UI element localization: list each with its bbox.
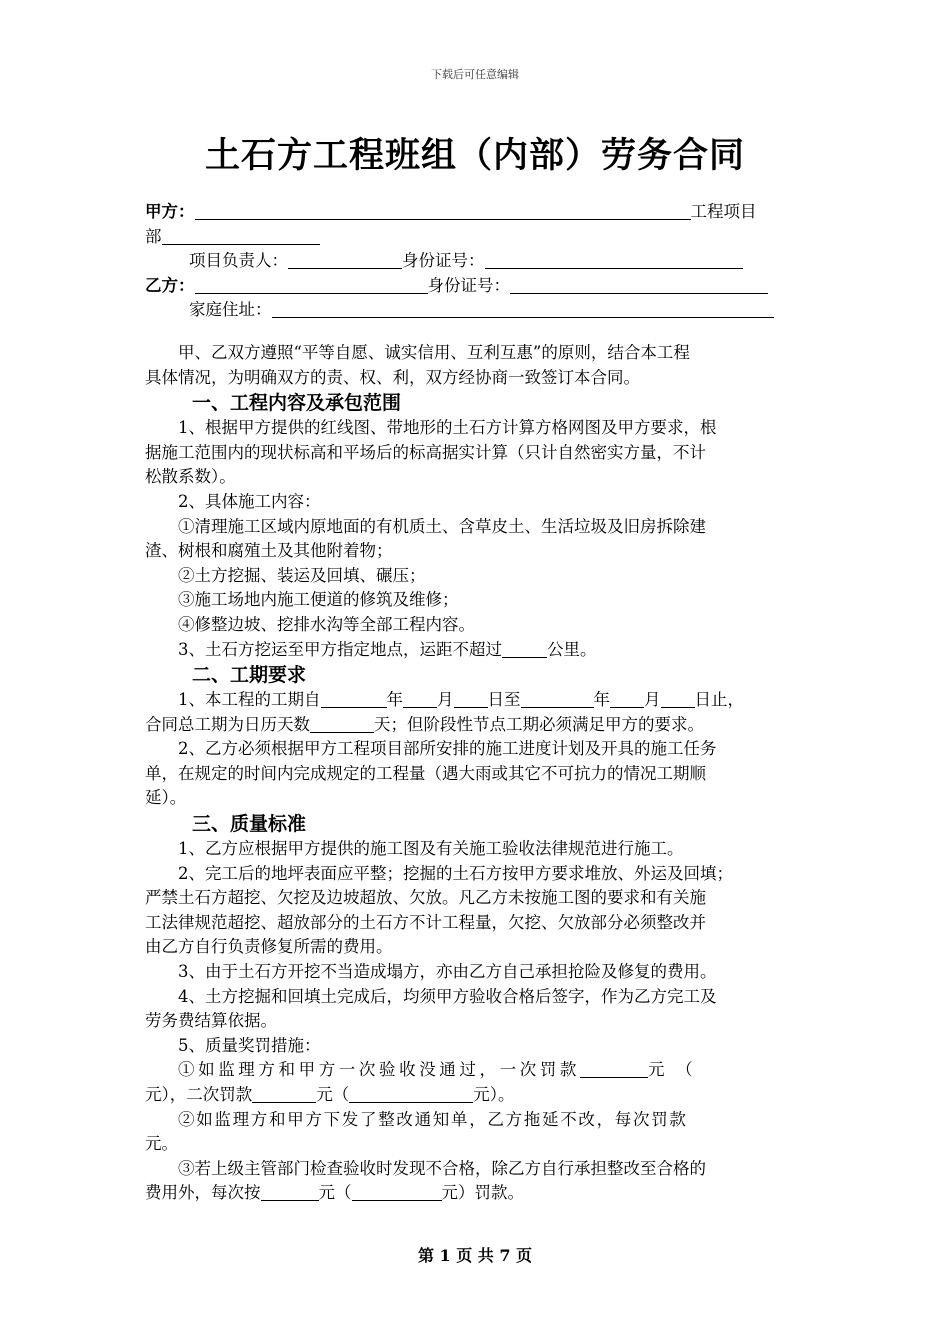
party-a-label: 甲方：: [145, 202, 195, 221]
address-line: [145, 298, 807, 323]
s1-p3: [145, 638, 807, 663]
s3-p5: 5、质量奖罚措施：: [178, 1035, 321, 1055]
manager-id-label: 身份证号：: [402, 251, 485, 271]
s1-item-3: ③施工场地内施工便道的修筑及维修；: [178, 590, 459, 610]
end-year-blank[interactable]: [521, 690, 594, 708]
r1-paren: （: [676, 1060, 697, 1080]
second-fine-words-blank[interactable]: [349, 1085, 473, 1103]
s3-p4-line-1: 4、土方挖掘和回填土完成后，均须甲方验收合格后签字，作为乙方完工及: [178, 986, 717, 1006]
s3-p1: 1、乙方应根据甲方提供的施工图及有关施工验收法律规范进行施工。: [178, 839, 684, 859]
s2-p2-line-2: 单，在规定的时间内完成规定的工程量（遇大雨或其它不可抗力的情况工期顺: [145, 763, 706, 783]
s3-p3: 3、由于土石方开挖不当造成塌方，亦由乙方自己承担抢险及修复的费用。: [178, 962, 717, 982]
r1-text: ①如监理方和甲方一次验收没通过，一次罚款: [178, 1060, 580, 1080]
s3-p2-line-3: 工法律规范超挖、超放部分的土石方不计工程量，欠挖、欠放部分必须整改并: [145, 912, 706, 932]
s3-p4-line-2: 劳务费结算依据。: [145, 1011, 277, 1031]
r1-second-label: 元），二次罚款: [145, 1085, 253, 1104]
start-day-blank[interactable]: [454, 690, 488, 708]
end-month-label: 月: [644, 690, 661, 710]
total-days-blank[interactable]: [310, 715, 374, 733]
r1-second-yuan: 元（: [316, 1085, 350, 1104]
s1-p1-line-1: 1、根据甲方提供的红线图、带地形的土石方计算方格网图及甲方要求，根: [178, 418, 717, 438]
s3-p2-line-1: 2、完工后的地坪表面应平整；挖掘的土石方按甲方要求堆放、外运及回填；: [178, 863, 733, 883]
manager-line: [145, 249, 807, 274]
start-month-blank[interactable]: [403, 690, 437, 708]
s1-item-4: ④修整边坡、挖排水沟等全部工程内容。: [178, 614, 475, 634]
party-b-line: [145, 274, 807, 299]
r3-fine-blank[interactable]: [261, 1183, 319, 1201]
r3-label: 费用外，每次按: [145, 1183, 261, 1203]
r1-second-tail: 元）。: [473, 1085, 515, 1104]
project-dept-label: 工程项目: [690, 202, 757, 221]
s1-item-1-line-2: 渣、树根和腐殖土及其他附着物；: [145, 541, 393, 561]
s3-r2-line-2: 元。: [145, 1134, 178, 1154]
section-3-heading: 三、质量标准: [192, 813, 307, 836]
r3-yuan: 元（: [318, 1183, 352, 1203]
intro-line-1: 甲、乙双方遵照“平等自愿、诚实信用、互利互惠”的原则，结合本工程: [178, 342, 690, 362]
party-b-blank[interactable]: [195, 276, 428, 294]
s3-r1-line-2: [145, 1083, 807, 1108]
end-month-blank[interactable]: [610, 690, 644, 708]
s1-item-2: ②土方挖掘、装运及回填、碾压；: [178, 565, 426, 585]
manager-id-blank[interactable]: [485, 251, 743, 269]
s2-p1-line-2: [145, 713, 807, 738]
s1-p1-line-2: 据施工范围内的现状标高和平场后的标高据实计算（只计自然密实方量，不计: [145, 442, 706, 462]
first-fine-blank[interactable]: [580, 1060, 648, 1078]
project-dept-label-2: 部: [145, 226, 162, 246]
s1-p3-text: 3、土石方挖运至甲方指定地点，运距不超过: [178, 639, 502, 659]
party-a-blank[interactable]: [195, 202, 691, 220]
section-2-heading: 二、工期要求: [192, 664, 307, 687]
party-b-id-label: 身份证号：: [427, 275, 510, 295]
day-end-label: 日止，: [694, 690, 744, 710]
party-b-label: 乙方：: [145, 275, 195, 295]
s1-p2: 2、具体施工内容：: [178, 491, 321, 511]
s3-p2-line-4: 由乙方自行负责修复所需的费用。: [145, 937, 393, 957]
project-dept-line: [145, 225, 807, 250]
s3-r3-line-2: [145, 1181, 807, 1206]
party-b-id-blank[interactable]: [510, 276, 768, 294]
start-year-blank[interactable]: [321, 690, 387, 708]
s3-r2-line-1: ②如监理方和甲方下发了整改通知单，乙方拖延不改，每次罚款: [178, 1109, 688, 1129]
s3-r3-line-1: ③若上级主管部门检查验收时发现不合格，除乙方自行承担整改至合格的: [178, 1158, 706, 1178]
address-label: 家庭住址：: [189, 300, 272, 320]
distance-blank[interactable]: [502, 640, 547, 658]
party-a-line: [145, 200, 807, 225]
end-day-blank[interactable]: [661, 690, 695, 708]
s2-p2-line-3: 延）。: [145, 788, 187, 808]
s2-p2-line-1: 2、乙方必须根据甲方工程项目部所安排的施工进度计划及开具的施工任务: [178, 739, 717, 759]
start-label: 1、本工程的工期自: [178, 690, 321, 710]
manager-blank[interactable]: [288, 251, 402, 269]
r1-yuan: 元: [648, 1060, 669, 1080]
month-label: 月: [437, 690, 454, 710]
total-days-label: 合同总工期为日历天数: [145, 714, 310, 734]
s1-p1-line-3: 松散系数）。: [145, 467, 236, 487]
project-dept-blank[interactable]: [162, 227, 320, 245]
address-blank[interactable]: [272, 300, 774, 318]
contract-body: [145, 200, 807, 1206]
total-days-tail: 天；但阶段性节点工期必须满足甲方的要求。: [374, 714, 704, 734]
day-to-label: 日至: [487, 690, 521, 710]
end-year-label: 年: [593, 690, 610, 710]
r3-tail: 元）罚款。: [441, 1183, 524, 1203]
page-footer: 第 1 页 共 7 页: [417, 1246, 533, 1265]
section-1-heading: 一、工程内容及承包范围: [192, 392, 402, 415]
manager-label: 项目负责人：: [189, 251, 288, 271]
year-label: 年: [386, 690, 403, 710]
header-note: 下载后可任意编辑: [431, 68, 519, 81]
s3-p2-line-2: 严禁土石方超挖、欠挖及边坡超放、欠放。凡乙方未按施工图的要求和有关施: [145, 888, 706, 908]
document-title: 土石方工程班组（内部）劳务合同: [204, 136, 745, 176]
r3-fine-words-blank[interactable]: [352, 1183, 442, 1201]
s1-item-1-line-1: ①清理施工区域内原地面的有机质土、含草皮土、生活垃圾及旧房拆除建: [178, 516, 706, 536]
second-fine-blank[interactable]: [252, 1085, 316, 1103]
s2-p1-line-1: [145, 688, 807, 713]
intro-line-2: 具体情况，为明确双方的责、权、利，双方经协商一致签订本合同。: [145, 367, 640, 387]
s1-p3-unit: 公里。: [547, 639, 597, 659]
s3-r1-line-1: [145, 1058, 807, 1083]
